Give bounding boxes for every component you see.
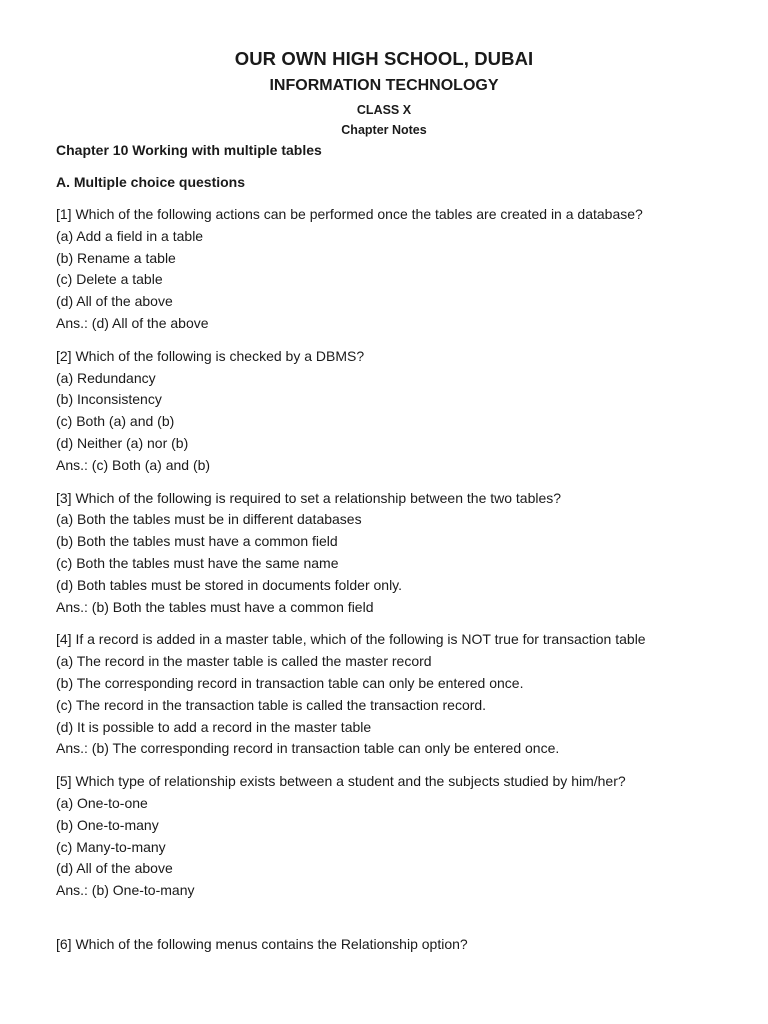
question-text: [2] Which of the following is checked by a DBMS? [56,347,365,364]
option-b: (b) The corresponding record in transaction table can only be entered once. [56,674,524,691]
option-c: (c) Both (a) and (b) [56,413,175,430]
option-c: (c) The record in the transaction table is called the transaction record. [56,696,487,713]
option-a: (a) One-to-one [56,794,148,811]
option-b: (b) Both the tables must have a common field [56,533,338,550]
option-b: (b) Inconsistency [56,391,162,408]
question-5 [56,771,728,902]
school-name: OUR OWN HIGH SCHOOL, DUBAI [234,48,534,69]
question-text: [5] Which type of relationship exists between a student and the subjects studied by him/her? [56,773,626,790]
answer-text: Ans.: (b) The corresponding record in transaction table can only be entered once. [56,740,560,757]
option-c: (c) Many-to-many [56,838,166,855]
question-2 [56,346,728,477]
option-d: (d) Both tables must be stored in documents folder only. [56,576,403,593]
answer-text: Ans.: (b) One-to-many [56,882,195,899]
question-3 [56,488,728,619]
question-text: [1] Which of the following actions can be performed once the tables are created in a database? [56,206,643,222]
option-d: (d) Neither (a) nor (b) [56,434,189,451]
class-label: CLASS X [356,103,412,117]
option-d: (d) It is possible to add a record in the master table [56,718,372,735]
option-a: (a) Redundancy [56,369,156,386]
document-header [0,46,768,140]
option-c: (c) Delete a table [56,271,163,288]
document-body [56,140,728,956]
subject-title: INFORMATION TECHNOLOGY [269,77,499,94]
section-heading: A. Multiple choice questions [56,174,246,190]
option-a: (a) Both the tables must be in different databases [56,511,362,528]
option-b: (b) One-to-many [56,816,159,833]
question-text: [4] If a record is added in a master table, which of the following is NOT true for transaction table [56,631,646,648]
question-text: [3] Which of the following is required to set a relationship between the two tables? [56,489,562,506]
answer-text: Ans.: (b) Both the tables must have a common field [56,598,374,615]
option-a: (a) The record in the master table is called the master record [56,653,432,670]
question-4 [56,629,728,760]
option-a: (a) Add a field in a table [56,227,204,244]
option-b: (b) Rename a table [56,249,176,266]
question-1 [56,204,728,335]
chapter-heading: Chapter 10 Working with multiple tables [56,142,322,158]
question-6 [56,934,728,956]
notes-label: Chapter Notes [341,123,427,137]
answer-text: Ans.: (c) Both (a) and (b) [56,456,211,473]
option-c: (c) Both the tables must have the same name [56,554,339,571]
option-d: (d) All of the above [56,860,173,877]
answer-text: Ans.: (d) All of the above [56,314,209,331]
question-text: [6] Which of the following menus contains the Relationship option? [56,935,468,952]
option-d: (d) All of the above [56,293,173,310]
